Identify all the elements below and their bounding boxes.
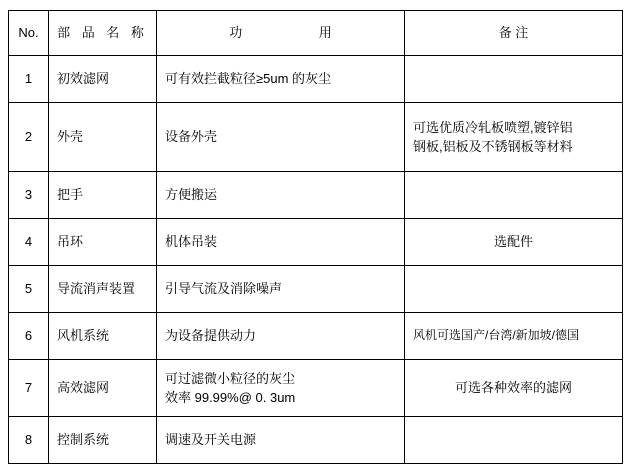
table-row bbox=[9, 103, 623, 172]
cell-function: 机体吊装 bbox=[157, 219, 405, 266]
cell-note-line-1: 可选优质冷轧板喷塑,镀锌铝 bbox=[413, 119, 573, 135]
header-function-right: 用 bbox=[318, 24, 332, 40]
cell-note-line-2: 钢板,铝板及不锈钢板等材料 bbox=[413, 139, 573, 154]
cell-no: 4 bbox=[9, 219, 49, 266]
cell-name: 初效滤网 bbox=[49, 56, 157, 103]
cell-note bbox=[405, 56, 623, 103]
table-row bbox=[9, 360, 623, 417]
cell-function bbox=[157, 360, 405, 417]
cell-name: 把手 bbox=[49, 172, 157, 219]
cell-function: 方便搬运 bbox=[157, 172, 405, 219]
cell-name: 外壳 bbox=[49, 103, 157, 172]
cell-name: 导流消声装置 bbox=[49, 266, 157, 313]
cell-function: 设备外壳 bbox=[157, 103, 405, 172]
cell-no: 7 bbox=[9, 360, 49, 417]
header-cell-name: 部 品 名 称 bbox=[49, 11, 157, 56]
table-row bbox=[9, 313, 623, 360]
cell-note bbox=[405, 103, 623, 172]
cell-note: 可选各种效率的滤网 bbox=[405, 360, 623, 417]
cell-function: 为设备提供动力 bbox=[157, 313, 405, 360]
cell-note: 风机可选国产/台湾/新加坡/德国 bbox=[405, 313, 623, 360]
cell-no: 2 bbox=[9, 103, 49, 172]
cell-no: 6 bbox=[9, 313, 49, 360]
table-header bbox=[9, 11, 623, 56]
cell-no: 8 bbox=[9, 417, 49, 464]
header-cell-note: 备 注 bbox=[405, 11, 623, 56]
cell-note bbox=[405, 172, 623, 219]
cell-function-line-2: 效率 99.99%@ 0. 3um bbox=[165, 390, 296, 405]
cell-name: 吊环 bbox=[49, 219, 157, 266]
table-row bbox=[9, 172, 623, 219]
header-row bbox=[9, 11, 623, 56]
table-row bbox=[9, 56, 623, 103]
parts-specification-table bbox=[8, 10, 623, 464]
cell-name: 高效滤网 bbox=[49, 360, 157, 417]
cell-name: 控制系统 bbox=[49, 417, 157, 464]
cell-name: 风机系统 bbox=[49, 313, 157, 360]
table-row bbox=[9, 417, 623, 464]
table-body bbox=[9, 56, 623, 464]
cell-no: 1 bbox=[9, 56, 49, 103]
table-row bbox=[9, 219, 623, 266]
header-cell-function bbox=[157, 11, 405, 56]
table-row bbox=[9, 266, 623, 313]
cell-function: 可有效拦截粒径≥5um 的灰尘 bbox=[157, 56, 405, 103]
cell-function: 调速及开关电源 bbox=[157, 417, 405, 464]
cell-note bbox=[405, 266, 623, 313]
cell-function-line-1: 可过滤微小粒径的灰尘 bbox=[165, 370, 296, 386]
cell-function: 引导气流及消除噪声 bbox=[157, 266, 405, 313]
cell-note: 选配件 bbox=[405, 219, 623, 266]
cell-no: 5 bbox=[9, 266, 49, 313]
cell-note bbox=[405, 417, 623, 464]
header-cell-no: No. bbox=[9, 11, 49, 56]
header-function-left: 功 bbox=[229, 24, 243, 40]
cell-no: 3 bbox=[9, 172, 49, 219]
